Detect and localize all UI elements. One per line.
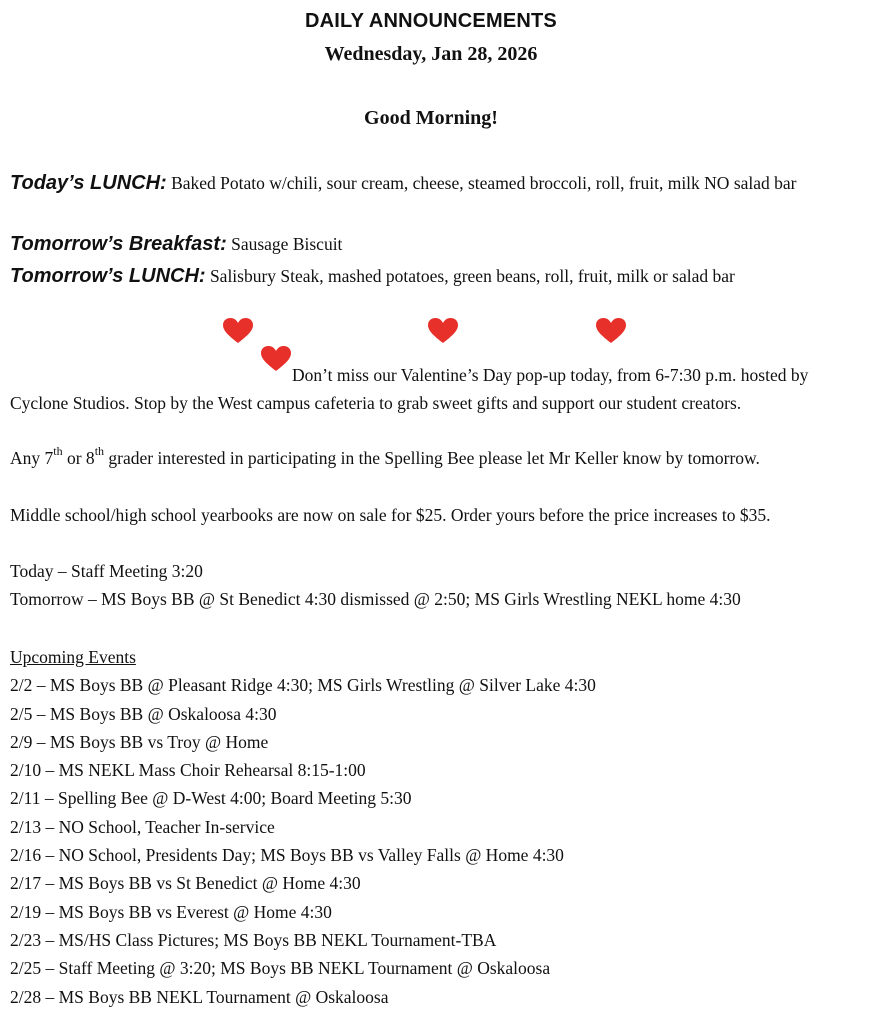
today-lunch-text: Baked Potato w/chili, sour cream, cheese, steamed broccoli, roll, fruit, milk NO salad bar: [171, 173, 797, 193]
schedule-today: Today – Staff Meeting 3:20: [10, 561, 203, 581]
red-heart-icon: [260, 355, 292, 383]
today-lunch-label: Today’s LUNCH:: [10, 172, 167, 194]
today-lunch: [10, 168, 855, 198]
tomorrow-breakfast-label: Tomorrow’s Breakfast:: [10, 233, 227, 255]
list-item: 2/25 – Staff Meeting @ 3:20; MS Boys BB NEKL Tournament @ Oskaloosa: [10, 958, 551, 979]
tomorrow-lunch-text: Salisbury Steak, mashed potatoes, green beans, roll, fruit, milk or salad bar: [209, 266, 735, 286]
announcement-date: Wednesday, Jan 28, 2026: [324, 43, 538, 65]
spelling-bee-text: grader interested in participating in the Spelling Bee please let Mr Keller know by tomorrow.: [104, 448, 760, 468]
tomorrow-breakfast-text: Sausage Biscuit: [231, 234, 343, 254]
upcoming-events: [10, 643, 860, 1011]
tomorrow-breakfast: [10, 229, 855, 259]
list-item: 2/2 – MS Boys BB @ Pleasant Ridge 4:30; MS Girls Wrestling @ Silver Lake 4:30: [10, 675, 596, 696]
tomorrow-lunch-label: Tomorrow’s LUNCH:: [10, 265, 206, 287]
upcoming-events-heading: Upcoming Events: [10, 647, 136, 667]
list-item: 2/28 – MS Boys BB NEKL Tournament @ Oskaloosa: [10, 986, 389, 1007]
list-item: 2/16 – NO School, Presidents Day; MS Boys BB vs Valley Falls @ Home 4:30: [10, 845, 564, 866]
list-item: 2/17 – MS Boys BB vs St Benedict @ Home 4:30: [10, 873, 361, 894]
red-heart-icon: [428, 318, 458, 344]
list-item: 2/11 – Spelling Bee @ D-West 4:00; Board Meeting 5:30: [10, 788, 412, 809]
yearbook-announcement: Middle school/high school yearbooks are now on sale for $25. Order yours before the price increases to $35.: [10, 505, 771, 525]
list-item: 2/23 – MS/HS Class Pictures; MS Boys BB NEKL Tournament-TBA: [10, 929, 497, 950]
tomorrow-lunch: [10, 261, 855, 291]
greeting: Good Morning!: [364, 107, 498, 129]
spelling-bee-announcement: [10, 444, 860, 472]
red-heart-icon: [596, 318, 626, 344]
spelling-bee-text: Any 7: [10, 448, 54, 468]
valentine-announcement: [10, 355, 860, 417]
page-title: DAILY ANNOUNCEMENTS: [305, 10, 557, 32]
superscript: th: [53, 444, 63, 459]
list-item: 2/13 – NO School, Teacher In-service: [10, 816, 275, 837]
valentine-text: Don’t miss our Valentine’s Day pop-up today, from 6-7:30 p.m. hosted by Cyclone Studios. Stop by the West campus cafeteria to grab sweet gifts and support our student creators.: [10, 365, 809, 413]
schedule-tomorrow: Tomorrow – MS Boys BB @ St Benedict 4:30 dismissed @ 2:50; MS Girls Wrestling NEKL home 4:30: [10, 589, 741, 609]
superscript: th: [94, 444, 105, 459]
list-item: 2/9 – MS Boys BB vs Troy @ Home: [10, 731, 269, 752]
red-heart-icon: [223, 318, 253, 344]
list-item: 2/5 – MS Boys BB @ Oskaloosa 4:30: [10, 703, 277, 724]
list-item: 2/19 – MS Boys BB vs Everest @ Home 4:30: [10, 901, 332, 922]
list-item: 2/10 – MS NEKL Mass Choir Rehearsal 8:15-1:00: [10, 760, 366, 781]
spelling-bee-text: or 8: [62, 448, 95, 468]
